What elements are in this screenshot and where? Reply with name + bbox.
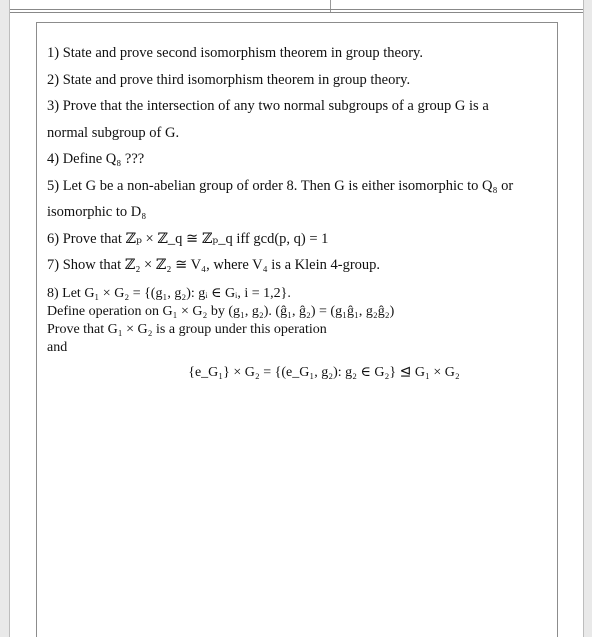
question-6: 6) Prove that ℤₚ × ℤ_q ≅ ℤₚ_q iff gcd(p, q) = 1	[47, 230, 329, 247]
question-list	[47, 40, 553, 383]
question-8-prove: Prove that G₁ × G₂ is a group under this operation	[47, 321, 327, 337]
question-8-operation: Define operation on G₁ × G₂ by (g₁, g₂). (ĝ₁, ĝ₂) = (g₁ĝ₁, g₂ĝ₂)	[47, 303, 395, 319]
question-8-and: and	[47, 339, 68, 355]
top-table-fragment	[10, 0, 583, 14]
question-4: 4) Define Q₈ ???	[47, 151, 145, 167]
question-5: 5) Let G be a non-abelian group of order 8. Then G is either isomorphic to Q₈ or	[47, 177, 514, 194]
table-rule	[10, 9, 583, 10]
question-8: 8) Let G₁ × G₂ = {(g₁, g₂): gᵢ ∈ Gᵢ, i = 1,2}.	[47, 285, 291, 301]
table-rule	[10, 12, 583, 13]
question-5-continued: isomorphic to D₈	[47, 204, 147, 220]
question-3: 3) Prove that the intersection of any two normal subgroups of a group G is a	[47, 98, 489, 114]
question-2: 2) State and prove third isomorphism theorem in group theory.	[47, 71, 411, 88]
document-page	[9, 0, 584, 637]
question-3-continued: normal subgroup of G.	[47, 124, 180, 141]
question-1: 1) State and prove second isomorphism theorem in group theory.	[47, 45, 423, 61]
question-8-formula: {e_G₁} × G₂ = {(e_G₁, g₂): g₂ ∈ G₂} ⊴ G₁ × G₂	[188, 364, 460, 380]
table-cell-divider	[330, 0, 331, 12]
question-7: 7) Show that ℤ₂ × ℤ₂ ≅ V₄, where V₄ is a Klein 4-group.	[47, 257, 381, 273]
